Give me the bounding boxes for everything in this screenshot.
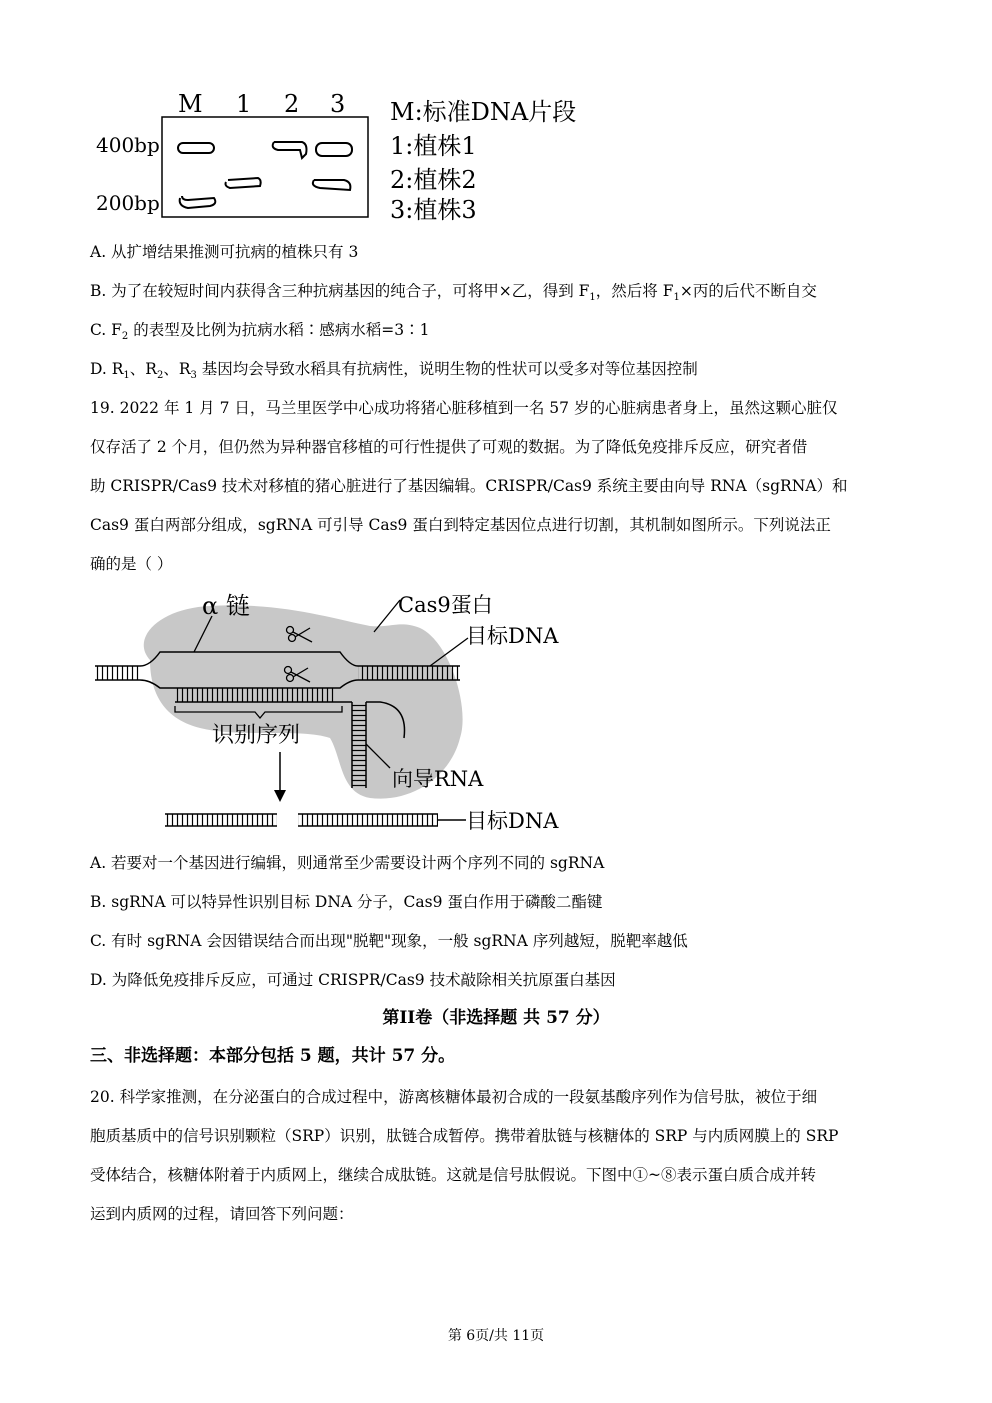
q19-option-b: B. sgRNA 可以特异性识别目标 DNA 分子，Cas9 蛋白作用于磷酸二酯键: [90, 893, 603, 911]
q19-stem-line-1: 19. 2022 年 1 月 7 日，马兰里医学中心成功将猪心脏移植到一名 57 岁的心脏病患者身上，虽然这颗心脏仅: [90, 399, 838, 417]
label-target-dna: 目标DNA: [466, 624, 559, 648]
page-footer: 第 6页/共 11页: [447, 1328, 545, 1344]
label-cas9: Cas9蛋白: [398, 593, 493, 617]
q18-d-sep2: 、R: [163, 360, 191, 378]
gel-box: [162, 117, 368, 217]
lane-label-m: M: [178, 90, 203, 118]
band-m-200: [180, 196, 216, 208]
legend-1: 1:植株1: [390, 132, 477, 160]
q19-stem-line-3: 助 CRISPR/Cas9 技术对移植的猪心脏进行了基因编辑。CRISPR/Cas9 系统主要由向导 RNA（sgRNA）和: [90, 477, 848, 495]
marker-label-400bp: 400bp: [96, 133, 160, 157]
legend-m: M:标准DNA片段: [390, 98, 577, 126]
q20-stem-line-2: 胞质基质中的信号识别颗粒（SRP）识别，肽链合成暂停。携带着肽链与核糖体的 SRP 与内质网膜上的 SRP: [90, 1127, 839, 1145]
cut-dna-left-rungs: [165, 814, 277, 826]
q18-d-part2: 基因均会导致水稻具有抗病性，说明生物的性状可以受多对等位基因控制: [196, 360, 698, 378]
gel-figure: [90, 88, 610, 223]
volume-title: 第II卷（非选择题 共 57 分）: [382, 1008, 610, 1028]
legend-3: 3:植株3: [390, 196, 477, 223]
q18-d-sep1: 、R: [129, 360, 157, 378]
q20-stem-line-4: 运到内质网的过程，请回答下列问题：: [90, 1205, 354, 1223]
q18-b-sub2: 1: [673, 292, 680, 304]
q18-c-sub: 2: [121, 331, 129, 343]
q19-stem-line-2: 仅存活了 2 个月，但仍然为异种器官移植的可行性提供了可观的数据。为了降低免疫排斥反应，研究者借: [90, 438, 808, 456]
q19-stem-line-5: 确的是（ ）: [90, 555, 173, 573]
recognition-rungs: [175, 688, 335, 702]
q19-stem-line-4: Cas9 蛋白两部分组成，sgRNA 可引导 Cas9 蛋白到特定基因位点进行切割，其机制如图所示。下列说法正: [90, 516, 831, 534]
result-arrow-head: [274, 790, 286, 802]
lane-label-1: 1: [236, 90, 252, 118]
q18-b-part2: ，然后将 F: [595, 282, 674, 300]
q18-option-a: A. 从扩增结果推测可抗病的植株只有 3: [90, 243, 359, 261]
crispr-figure: [90, 588, 590, 838]
guide-rna-stem-rungs: [352, 702, 366, 788]
band-2-400: [273, 142, 307, 158]
q18-option-c: [90, 320, 910, 343]
q18-b-part1: B. 为了在较短时间内获得含三种抗病基因的纯合子，可将甲×乙，得到 F: [90, 282, 590, 300]
q18-option-d: [90, 359, 910, 382]
q18-d-sub2: 2: [156, 370, 164, 382]
q19-option-a: A. 若要对一个基因进行编辑，则通常至少需要设计两个序列不同的 sgRNA: [90, 854, 605, 872]
q18-b-sub1: 1: [589, 292, 596, 304]
band-3-400: [316, 143, 352, 156]
lane-label-3: 3: [330, 90, 346, 118]
q18-b-part3: ×丙的后代不断自交: [679, 282, 817, 300]
q18-c-part2: 的表型及比例为抗病水稻∶感病水稻=3∶1: [128, 321, 430, 339]
legend-2: 2:植株2: [390, 166, 477, 194]
q18-d-part1: D. R: [90, 360, 124, 378]
marker-label-200bp: 200bp: [96, 191, 160, 215]
q19-option-c: C. 有时 sgRNA 会因错误结合而出现"脱靶"现象，一般 sgRNA 序列越短，脱靶率越低: [90, 932, 688, 950]
q18-option-b: [90, 281, 910, 304]
q20-stem-line-3: 受体结合，核糖体附着于内质网上，继续合成肽链。这就是信号肽假说。下图中①~⑧表示蛋白质合成并转: [90, 1166, 816, 1184]
band-3-200: [313, 180, 351, 190]
part-title: 三、非选择题：本部分包括 5 题，共计 57 分。: [90, 1046, 456, 1066]
label-guide-rna: 向导RNA: [392, 767, 484, 791]
band-m-400: [178, 143, 214, 153]
band-1-200: [226, 178, 261, 188]
dna-right-rungs: [358, 666, 460, 680]
q18-d-sub1: 1: [123, 370, 130, 382]
lane-label-2: 2: [284, 90, 300, 118]
label-recognition: 识别序列: [212, 723, 301, 748]
label-alpha-chain: α 链: [202, 592, 250, 620]
label-target-dna-bottom: 目标DNA: [466, 809, 559, 833]
cut-dna-right-rungs: [298, 814, 438, 826]
dna-left-rungs: [95, 666, 140, 680]
q19-option-d: D. 为降低免疫排斥反应，可通过 CRISPR/Cas9 技术敲除相关抗原蛋白基因: [90, 971, 616, 989]
q20-stem-line-1: 20. 科学家推测，在分泌蛋白的合成过程中，游离核糖体最初合成的一段氨基酸序列作为信号肽，被位于细: [90, 1088, 818, 1106]
q18-d-sub3: 3: [190, 370, 197, 382]
q18-c-part1: C. F: [90, 321, 122, 339]
